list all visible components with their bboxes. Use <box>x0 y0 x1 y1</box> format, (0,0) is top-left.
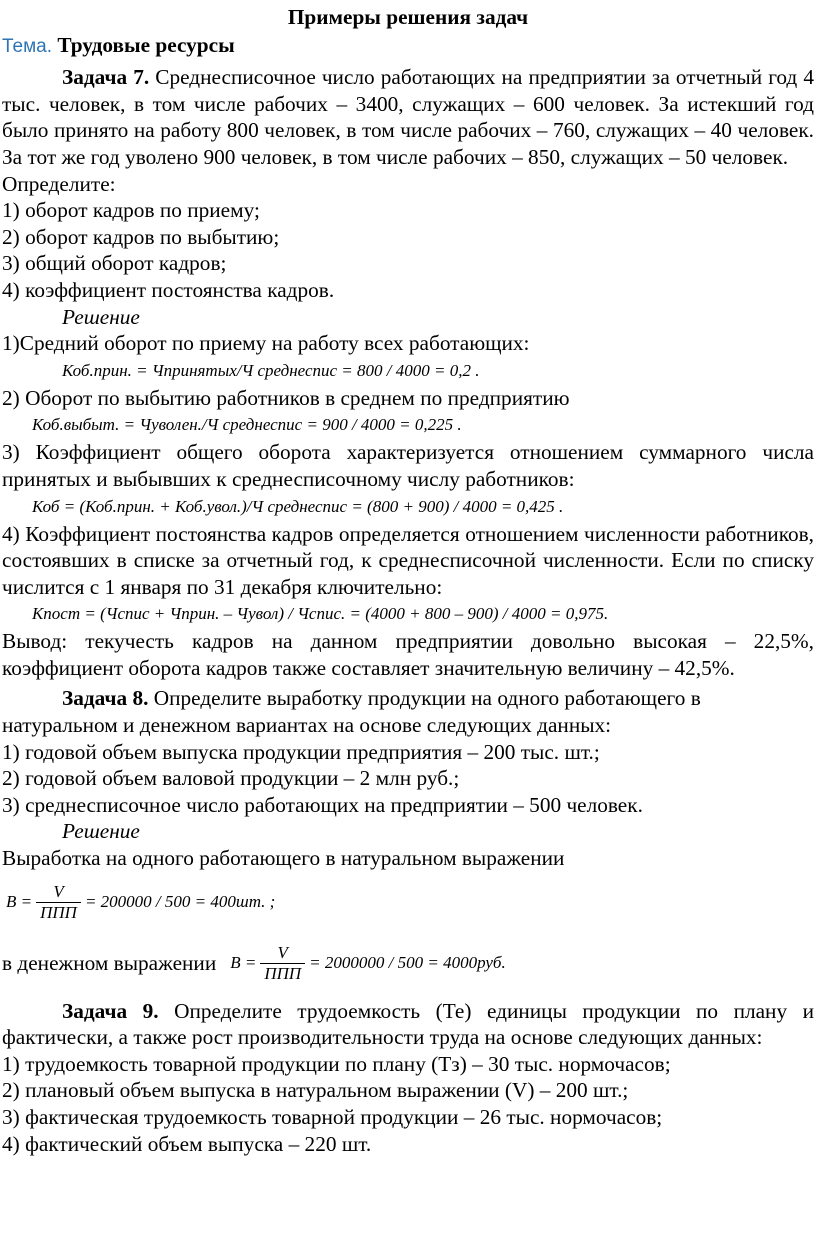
formula-2-rhs: = 2000000 / 500 = 4000руб. <box>309 953 506 973</box>
formula-2-lhs: В = <box>230 953 257 973</box>
task-8-step-2-line <box>2 934 814 994</box>
formula-2-numerator: V <box>277 943 288 963</box>
task-7 <box>2 64 814 681</box>
task-8-statement <box>2 685 814 738</box>
task-9-item-1: 1) трудоемкость товарной продукции по плану (Тз) – 30 тыс. нормочасов; <box>2 1051 671 1076</box>
task-7-item-1: 1) оборот кадров по приему; <box>2 198 260 223</box>
task-7-heading: Задача 7. <box>62 65 150 90</box>
task-8-solution-step-1: Выработка на одного работающего в натуральном выражении <box>2 846 565 871</box>
page-title: Примеры решения задач <box>287 5 529 29</box>
task-8-item-3: 3) среднесписочное число работающих на предприятии – 500 человек. <box>2 792 643 817</box>
task-9-item-2: 2) плановый объем выпуска в натуральном выражении (V) – 200 шт.; <box>2 1078 629 1103</box>
task-7-solution-step-2: 2) Оборот по выбытию работников в среднем по предприятию <box>2 385 570 410</box>
formula-1-denominator: ППП <box>36 902 81 923</box>
task-7-conclusion: Вывод: текучесть кадров на данном предприятии довольно высокая – 22,5%, коэффициент оборота кадров также составляет значительную величину – 42,5%. <box>2 629 814 680</box>
task-8-item-1: 1) годовой объем выпуска продукции предприятия – 200 тыс. шт.; <box>2 739 600 764</box>
task-9-heading: Задача 9. <box>62 998 159 1023</box>
task-7-solution-label: Решение <box>62 304 140 329</box>
task-7-statement <box>2 64 814 170</box>
task-8 <box>2 685 814 993</box>
formula-1-lhs: В = <box>6 892 33 912</box>
task-8-text: Определите выработку продукции на одного работающего в натуральном и денежном вариантах на основе следующих данных: <box>2 686 701 738</box>
task-7-solution-step-1: 1)Средний оборот по приему на работу всех работающих: <box>2 331 530 356</box>
formula-2-fraction <box>260 943 305 984</box>
task-8-solution-step-2: в денежном выражении <box>2 951 217 976</box>
formula-1-fraction <box>36 882 81 923</box>
task-9-text: Определите трудоемкость (Те) единицы продукции по плану и фактически, а также рост производительности труда на основе следующих данных: <box>2 998 814 1050</box>
topic-line <box>2 32 814 61</box>
topic-label: Тема. <box>2 35 53 57</box>
task-8-formula-1 <box>2 872 814 934</box>
task-7-item-4: 4) коэффициент постоянства кадров. <box>2 277 335 302</box>
formula-1-numerator: V <box>53 882 64 902</box>
task-7-formula-1: Коб.прин. = Чпринятых/Ч среднеспис = 800 / 4000 = 0,2 . <box>62 360 480 380</box>
formula-2-denominator: ППП <box>260 963 305 984</box>
task-7-formula-2: Коб.выбыт. = Чуволен./Ч среднеспис = 900 / 4000 = 0,225 . <box>32 415 462 435</box>
topic-value: Трудовые ресурсы <box>57 32 235 57</box>
task-7-item-2: 2) оборот кадров по выбытию; <box>2 224 280 249</box>
task-7-formula-3: Коб = (Коб.прин. + Коб.увол.)/Ч среднеспис = (800 + 900) / 4000 = 0,425 . <box>32 496 564 516</box>
task-7-text: Среднесписочное число работающих на предприятии за отчетный год 4 тыс. человек, в том числе рабочих – 3400, служащих – 600 человек. За истекший год было принято на работу 800 человек, в том числе рабочих – 760, служащих – 40 человек. За тот же год уволено 900 человек, в том числе рабочих – 850, служащих – 50 человек. <box>2 65 814 169</box>
task-7-determine: Определите: <box>2 171 116 196</box>
task-8-item-2: 2) годовой объем валовой продукции – 2 млн руб.; <box>2 766 460 791</box>
formula-1-rhs: = 200000 / 500 = 400шт. ; <box>84 892 276 912</box>
task-7-solution-step-4: 4) Коэффициент постоянства кадров определяется отношением численности работников, состоявших в списке за отчетный год, к среднесписочной численности. Если по списку числится с 1 января по 31 декабря ключительно: <box>2 521 814 599</box>
task-8-solution-label: Решение <box>62 819 140 844</box>
task-7-formula-4: Кпост = (Чспис + Чприн. – Чувол) / Чспис. = (4000 + 800 – 900) / 4000 = 0,975. <box>32 604 609 624</box>
task-7-item-3: 3) общий оборот кадров; <box>2 251 227 276</box>
task-9-item-4: 4) фактический объем выпуска – 220 шт. <box>2 1131 372 1156</box>
task-9-item-3: 3) фактическая трудоемкость товарной продукции – 26 тыс. нормочасов; <box>2 1105 663 1129</box>
task-9-statement <box>2 998 814 1051</box>
task-7-solution-step-3: 3) Коэффициент общего оборота характеризуется отношением суммарного числа принятых и выбывших к среднесписочному числу работников: <box>2 440 814 491</box>
task-9 <box>2 998 814 1158</box>
task-8-heading: Задача 8. <box>62 686 149 711</box>
